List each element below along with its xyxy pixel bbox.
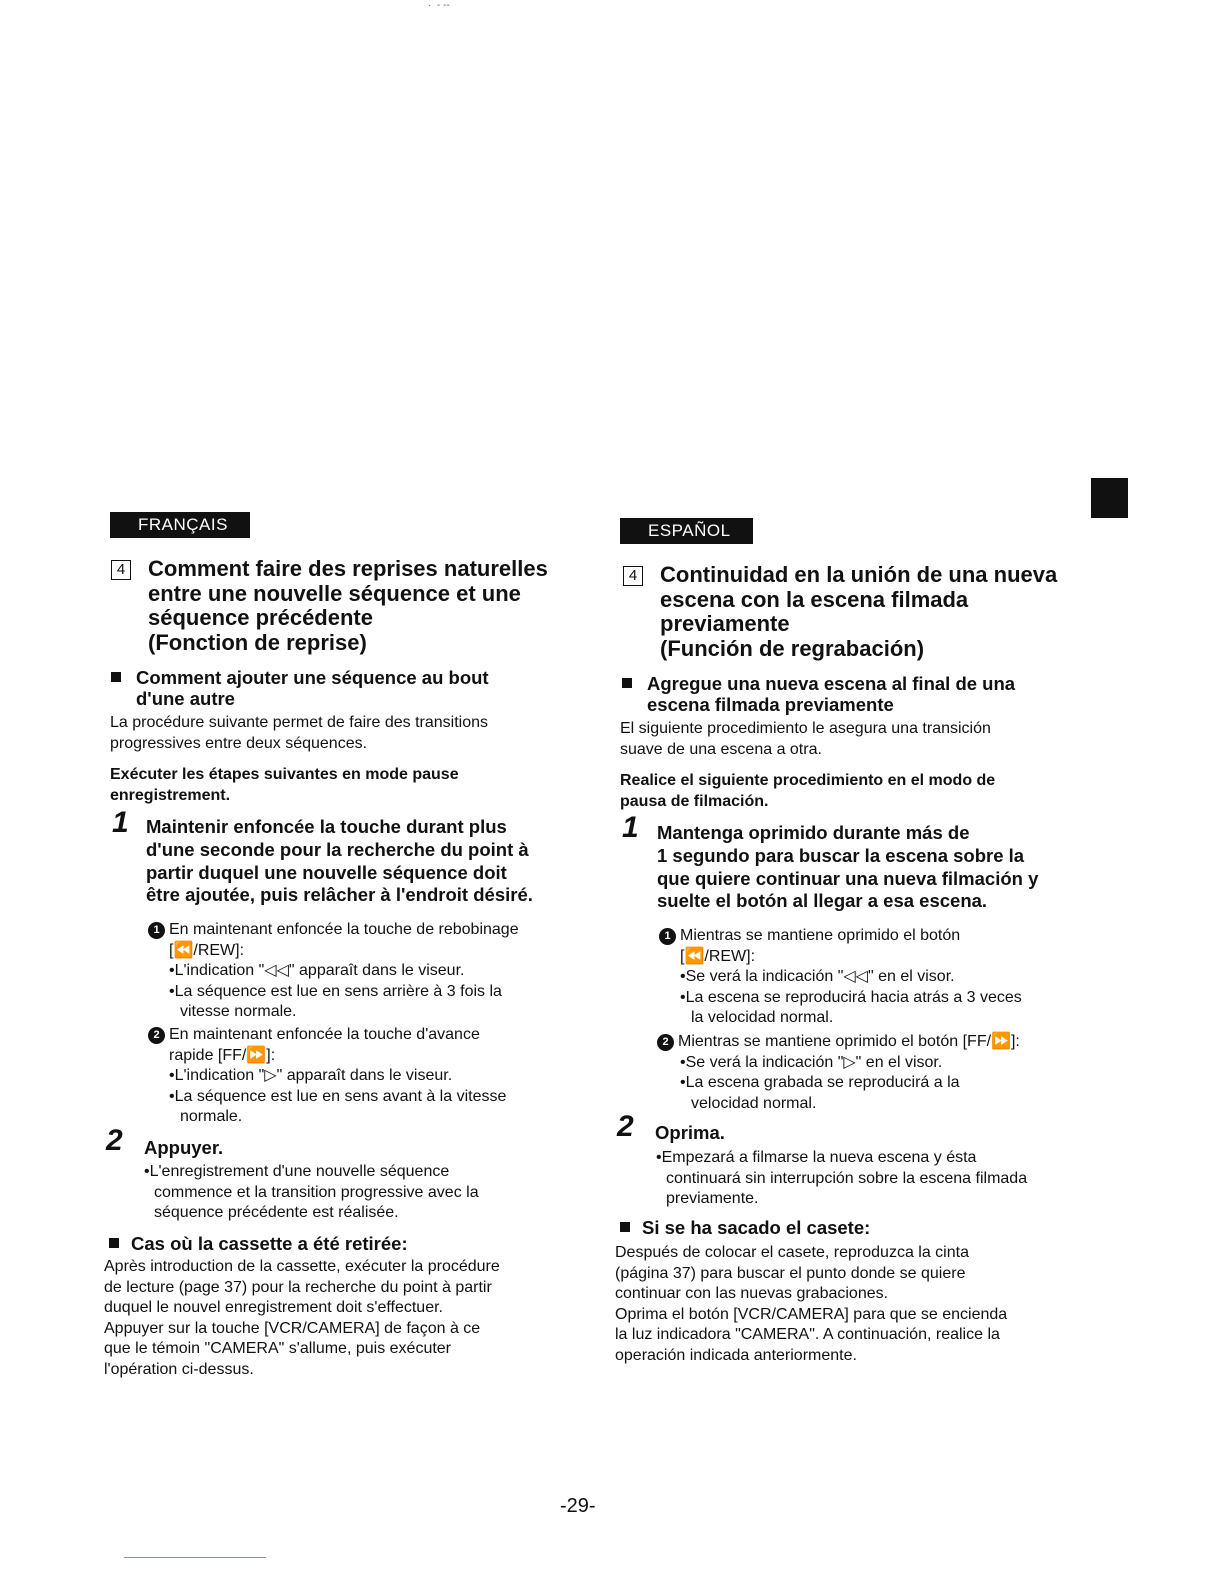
subheading-line: Cas où la cassette a été retirée: <box>131 1233 408 1254</box>
text-line: vitesse normale. <box>180 1003 297 1020</box>
footer-line <box>124 1557 266 1558</box>
text-line: [⏪/REW]: <box>169 941 245 959</box>
text-line: Realice el siguiente procedimiento en el modo de <box>620 772 996 789</box>
spanish-step-2-title: Oprima. <box>655 1122 725 1143</box>
text-line: normale. <box>180 1108 243 1125</box>
step-1-number: 1 <box>622 811 639 844</box>
section-number-box: 4 <box>623 566 643 586</box>
subheading-line: Si se ha sacado el casete: <box>642 1217 871 1238</box>
language-tab-spanish: ESPAÑOL <box>620 518 753 544</box>
text-line: (página 37) para buscar el punto donde se quiere <box>615 1264 966 1282</box>
text-line: de lecture (page 37) pour la recherche du point à partir <box>104 1278 492 1296</box>
spanish-pause-note <box>620 771 995 812</box>
text-line: séquence précédente est réalisée. <box>154 1204 399 1221</box>
circled-number-icon: 2 <box>657 1034 674 1051</box>
spanish-cassette-heading <box>620 1217 870 1238</box>
title-line: Continuidad en la unión de una nueva <box>660 562 1058 587</box>
scan-artifact: · ‐ ‐‐ <box>428 0 450 11</box>
text-line: •L'indication "◁◁" apparaît dans le viseur. <box>169 962 465 979</box>
subheading-line: d'une autre <box>136 688 235 709</box>
french-step-1-title <box>146 816 533 907</box>
circled-number-icon: 2 <box>148 1027 165 1044</box>
text-line: rapide [FF/⏩]: <box>169 1046 276 1064</box>
step-2-number: 2 <box>617 1110 634 1143</box>
text-line: continuar con las nuevas grabaciones. <box>615 1285 889 1302</box>
title-line: séquence précédente <box>148 605 373 630</box>
title-line: (Fonction de reprise) <box>148 629 367 655</box>
text-line: Appuyer sur la touche [VCR/CAMERA] de façon à ce <box>104 1319 481 1337</box>
circled-number-icon: 1 <box>148 922 165 939</box>
text-line: Mantenga oprimido durante más de <box>657 822 970 843</box>
text-line: •Se verá la indicación "▷" en el visor. <box>680 1053 943 1071</box>
language-tab-french: FRANÇAIS <box>110 512 250 538</box>
text-line: •La séquence est lue en sens avant à la vitesse <box>169 1087 507 1105</box>
french-step-2-text <box>144 1162 479 1224</box>
french-cassette-heading <box>109 1233 408 1254</box>
text-line: previamente. <box>666 1190 759 1207</box>
text-span: Mientras se mantiene oprimido el botón <box>680 927 961 944</box>
text-line: la velocidad normal. <box>691 1009 834 1026</box>
text-span: En maintenant enfoncée la touche de rebobinage <box>169 921 519 938</box>
page-edge-marker <box>1091 478 1128 518</box>
french-section-title <box>111 557 571 655</box>
text-line: partir duquel une nouvelle séquence doit <box>146 861 507 883</box>
subheading-line: Agregue una nueva escena al final de una <box>647 673 1016 694</box>
text-line <box>657 1032 1020 1053</box>
text-line: enregistrement. <box>110 786 231 804</box>
subheading-line: escena filmada previamente <box>647 694 894 715</box>
square-bullet-icon <box>620 1222 630 1232</box>
french-intro <box>110 713 488 754</box>
text-line <box>148 920 519 941</box>
text-line: continuará sin interrupción sobre la escena filmada <box>666 1169 1028 1187</box>
text-line: la luz indicadora "CAMERA". A continuación, realice la <box>615 1326 1000 1343</box>
step-2-number: 2 <box>106 1124 123 1157</box>
title-line: escena con la escena filmada <box>660 586 969 612</box>
text-line: •L'enregistrement d'une nouvelle séquence <box>144 1163 450 1180</box>
text-line <box>659 926 1022 947</box>
text-line: que quiere continuar una nueva filmación y <box>657 867 1039 889</box>
text-line: 1 segundo para buscar la escena sobre la <box>657 844 1025 866</box>
spanish-intro <box>620 719 991 760</box>
text-line: être ajoutée, puis relâcher à l'endroit désiré. <box>146 884 533 906</box>
subheading-line: Comment ajouter une séquence au bout <box>136 667 489 688</box>
title-line: entre une nouvelle séquence et une <box>148 580 521 606</box>
text-line: suave de una escena a otra. <box>620 740 822 758</box>
text-line: Après introduction de la cassette, exécuter la procédure <box>104 1258 500 1275</box>
spanish-step-2-text <box>656 1148 1027 1210</box>
french-substep-1 <box>148 920 519 1023</box>
text-line: Oprima el botón [VCR/CAMERA] para que se encienda <box>615 1305 1008 1323</box>
text-line: commence et la transition progressive avec la <box>154 1183 479 1201</box>
text-line: •L'indication "▷" apparaît dans le viseur. <box>169 1067 453 1084</box>
spanish-step-1-title <box>657 822 1038 913</box>
title-line: (Función de regrabación) <box>660 635 925 661</box>
text-line: Después de colocar el casete, reproduzca la cinta <box>615 1244 969 1261</box>
french-substep-2 <box>148 1025 506 1128</box>
square-bullet-icon <box>111 672 121 682</box>
text-line: pausa de filmación. <box>620 792 769 810</box>
square-bullet-icon <box>622 678 632 688</box>
spanish-substep-2 <box>657 1032 1020 1114</box>
text-line: velocidad normal. <box>691 1094 817 1112</box>
text-line: •La escena grabada se reproducirá a la <box>680 1074 960 1091</box>
text-line: operación indicada anteriormente. <box>615 1346 857 1364</box>
title-line: Comment faire des reprises naturelles <box>148 556 548 581</box>
page-number: -29- <box>560 1495 596 1517</box>
text-line: Maintenir enfoncée la touche durant plus <box>146 816 507 837</box>
text-line: d'une seconde pour la recherche du point à <box>146 838 529 860</box>
square-bullet-icon <box>109 1238 119 1248</box>
spanish-final-paragraph <box>615 1243 1007 1366</box>
text-line: duquel le nouvel enregistrement doit s'effectuer. <box>104 1299 443 1316</box>
text-line: La procédure suivante permet de faire des transitions <box>110 714 488 731</box>
circled-number-icon: 1 <box>659 928 676 945</box>
step-1-number: 1 <box>112 806 129 839</box>
text-line: •Empezará a filmarse la nueva escena y ésta <box>656 1149 977 1166</box>
text-line: [⏪/REW]: <box>680 947 756 965</box>
title-line: previamente <box>660 611 790 636</box>
french-step-2-title: Appuyer. <box>144 1137 224 1158</box>
spanish-substep-1 <box>659 926 1022 1029</box>
text-line: Exécuter les étapes suivantes en mode pause <box>110 766 459 783</box>
text-line: progressives entre deux séquences. <box>110 734 368 752</box>
text-line: •La séquence est lue en sens arrière à 3 fois la <box>169 982 502 1000</box>
section-number-box: 4 <box>111 560 131 580</box>
text-span: En maintenant enfoncée la touche d'avance <box>169 1026 480 1043</box>
text-span: Mientras se mantiene oprimido el botón [FF/⏩]: <box>678 1033 1020 1050</box>
text-line: El siguiente procedimiento le asegura una transición <box>620 720 991 737</box>
spanish-section-title <box>623 563 1083 661</box>
text-line: •La escena se reproducirá hacia atrás a 3 veces <box>680 988 1022 1006</box>
text-line <box>148 1025 506 1046</box>
french-subheading <box>111 667 531 709</box>
text-line: l'opération ci-dessus. <box>104 1360 254 1378</box>
text-line: que le témoin "CAMERA" s'allume, puis exécuter <box>104 1340 452 1357</box>
text-line: •Se verá la indicación "◁◁" en el visor. <box>680 968 955 985</box>
text-line: suelte el botón al llegar a esa escena. <box>657 890 988 912</box>
spanish-subheading <box>622 673 1052 715</box>
french-final-paragraph <box>104 1257 500 1380</box>
french-pause-note <box>110 765 459 806</box>
